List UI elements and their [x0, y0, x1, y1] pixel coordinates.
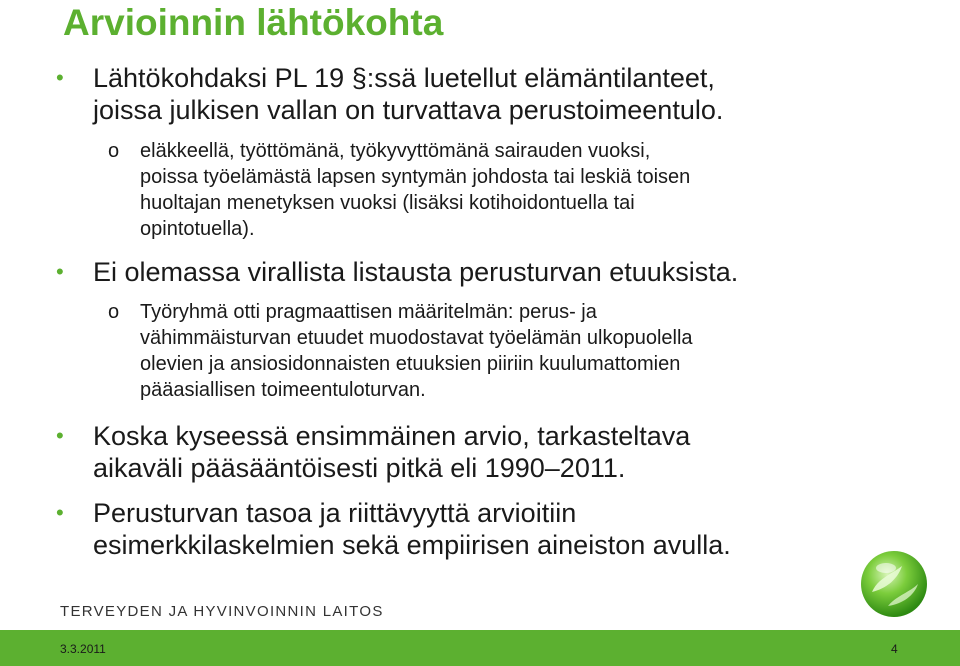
bullet-1-sub-line-1: eläkkeellä, työttömänä, työkyvyttömänä sairauden vuoksi,	[140, 140, 651, 162]
bullet-3-text	[93, 420, 690, 484]
bullet-marker: •	[56, 423, 64, 448]
green-sphere-logo-icon	[858, 548, 930, 620]
bullet-2-sub-text	[140, 299, 693, 403]
bullet-marker: •	[56, 500, 64, 525]
sub-bullet-marker: o	[108, 301, 120, 323]
bullet-1-sub-line-4: opintotuella).	[140, 218, 255, 240]
slide-title: Arvioinnin lähtökohta	[63, 2, 444, 43]
organization-name: TERVEYDEN JA HYVINVOINNIN LAITOS	[60, 603, 384, 620]
bullet-2-sub-line-2: vähimmäisturvan etuudet muodostavat työelämän ulkopuolella	[140, 327, 693, 349]
bullet-2-line-1: Ei olemassa virallista listausta perusturvan etuuksista.	[93, 257, 739, 287]
bullet-3-line-2: aikaväli pääsääntöisesti pitkä eli 1990–2011.	[93, 453, 626, 483]
bullet-1-sub-line-3: huoltajan menetyksen vuoksi (lisäksi kotihoidontuella tai	[140, 192, 635, 214]
page-number: 4	[891, 642, 898, 656]
bullet-marker: •	[56, 65, 64, 90]
bullet-1-line-2: joissa julkisen vallan on turvattava perustoimeentulo.	[93, 95, 724, 125]
bullet-marker: •	[56, 259, 64, 284]
bullet-4-text	[93, 497, 731, 561]
bullet-1-text	[93, 62, 723, 126]
bullet-4-line-2: esimerkkilaskelmien sekä empiirisen aineiston avulla.	[93, 530, 731, 560]
bullet-1-line-1: Lähtökohdaksi PL 19 §:ssä luetellut elämäntilanteet,	[93, 63, 715, 93]
bullet-1-sub-line-2: poissa työelämästä lapsen syntymän johdosta tai leskiä toisen	[140, 166, 691, 188]
bullet-2-sub-line-1: Työryhmä otti pragmaattisen määritelmän: perus- ja	[140, 301, 597, 323]
bullet-2-text	[93, 256, 738, 288]
bullet-4-line-1: Perusturvan tasoa ja riittävyyttä arvioitiin	[93, 498, 577, 528]
footer-date: 3.3.2011	[60, 642, 106, 656]
bullet-1-sub-text	[140, 138, 690, 242]
bullet-3-line-1: Koska kyseessä ensimmäinen arvio, tarkasteltava	[93, 421, 691, 451]
bullet-2-sub-line-3: olevien ja ansiosidonnaisten etuuksien piiriin kuulumattomien	[140, 353, 681, 375]
bullet-2-sub-line-4: pääasiallisen toimeentuloturvan.	[140, 379, 426, 401]
sub-bullet-marker: o	[108, 140, 120, 162]
footer-bar	[0, 630, 960, 666]
